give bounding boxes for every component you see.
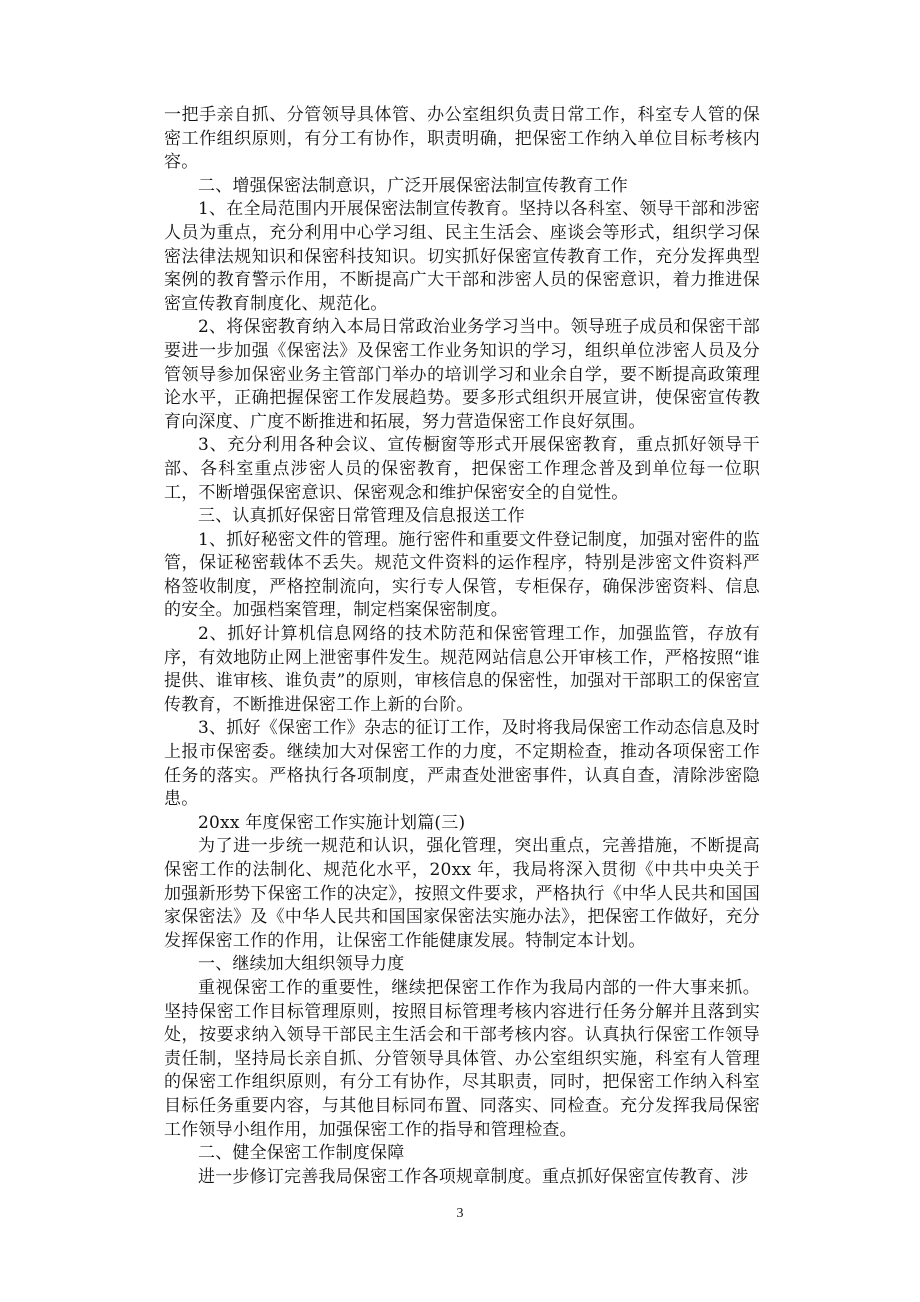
page-number: 3 [456,1206,464,1221]
paragraph-3-1: 1、抓好秘密文件的管理。施行密件和重要文件登记制度，加强对密件的监管，保证秘密载体不丢失。规范文件资料的运作程序，特别是涉密文件资料严格签收制度，严格控制流向，实行专人保管，专柜保存，确保涉密资料、信息的安全。加强档案管理，制定档案保密制度。 [164,529,760,621]
section-heading-2: 二、增强保密法制意识，广泛开展保密法制宣传教育工作 [198,175,628,196]
paragraph-2-2: 2、将保密教育纳入本局日常政治业务学习当中。领导班子成员和保密干部要进一步加强《保密法》及保密工作业务知识的学习，组织单位涉密人员及分管领导参加保密业务主管部门举办的培训学习和业余自学，要不断提高政策理论水平，正确把握保密工作发展趋势。要多形式组织开展宣讲，使保密宣传教育向深度、广度不断推进和拓展，努力营造保密工作良好氛围。 [164,317,760,432]
paragraph-3-3: 3、抓好《保密工作》杂志的征订工作，及时将我局保密工作动态信息及时上报市保密委。继续加大对保密工作的力度，不定期检查，推动各项保密工作任务的落实。严格执行各项制度，严肃查处泄密事件，认真自查，清除涉密隐患。 [164,718,760,810]
document-body [164,104,760,1189]
paragraph-plan-2: 进一步修订完善我局保密工作各项规章制度。重点抓好保密宣传教育、涉 [198,1166,749,1187]
plan-title-part-3: 20xx 年度保密工作实施计划篇(三) [198,812,466,833]
paragraph-intro-continuation: 一把手亲自抓、分管领导具体管、办公室组织负责日常工作，科室专人管的保密工作组织原则，有分工有协作，职责明确，把保密工作纳入单位目标考核内容。 [164,105,760,173]
plan-heading-2: 二、健全保密工作制度保障 [198,1143,405,1164]
paragraph-3-2: 2、抓好计算机信息网络的技术防范和保密管理工作，加强监管，存放有序，有效地防止网上泄密事件发生。规范网站信息公开审核工作，严格按照“谁提供、谁审核、谁负责”的原则，审核信息的保密性，加强对干部职工的保密宣传教育，不断推进保密工作上新的台阶。 [164,624,760,715]
plan-heading-1: 一、继续加大组织领导力度 [198,954,405,975]
paragraph-2-1: 1、在全局范围内开展保密法制宣传教育。坚持以各科室、领导干部和涉密人员为重点，充分利用中心学习组、民主生活会、座谈会等形式，组织学习保密法律法规知识和保密科技知识。切实抓好保密宣传教育工作，充分发挥典型案例的教育警示作用，不断提高广大干部和涉密人员的保密意识，着力推进保密宣传教育制度化、规范化。 [164,199,760,314]
paragraph-plan-1: 重视保密工作的重要性，继续把保密工作作为我局内部的一件大事来抓。坚持保密工作目标管理原则，按照目标管理考核内容进行任务分解并且落到实处，按要求纳入领导干部民主生活会和干部考核内容。认真执行保密工作领导责任制，坚持局长亲自抓、分管领导具体管、办公室组织实施，科室有人管理的保密工作组织原则，有分工有协作，尽其职责，同时，把保密工作纳入科室目标任务重要内容，与其他目标同布置、同落实、同检查。充分发挥我局保密工作领导小组作用，加强保密工作的指导和管理检查。 [164,977,760,1140]
section-heading-3: 三、认真抓好保密日常管理及信息报送工作 [198,506,525,527]
paragraph-plan-intro: 为了进一步统一规范和认识，强化管理，突出重点，完善措施，不断提高保密工作的法制化、规范化水平，20xx 年，我局将深入贯彻《中共中央关于加强新形势下保密工作的决定》，按照文件要求，严格执行《中华人民共和国国家保密法》及《中华人民共和国国家保密法实施办法》，把保密工作做好，充分发挥保密工作的作用，让保密工作能健康发展。特制定本计划。 [164,836,760,951]
paragraph-2-3: 3、充分利用各种会议、宣传橱窗等形式开展保密教育，重点抓好领导干部、各科室重点涉密人员的保密教育，把保密工作理念普及到单位每一位职工，不断增强保密意识、保密观念和维护保密安全的自觉性。 [164,435,760,503]
